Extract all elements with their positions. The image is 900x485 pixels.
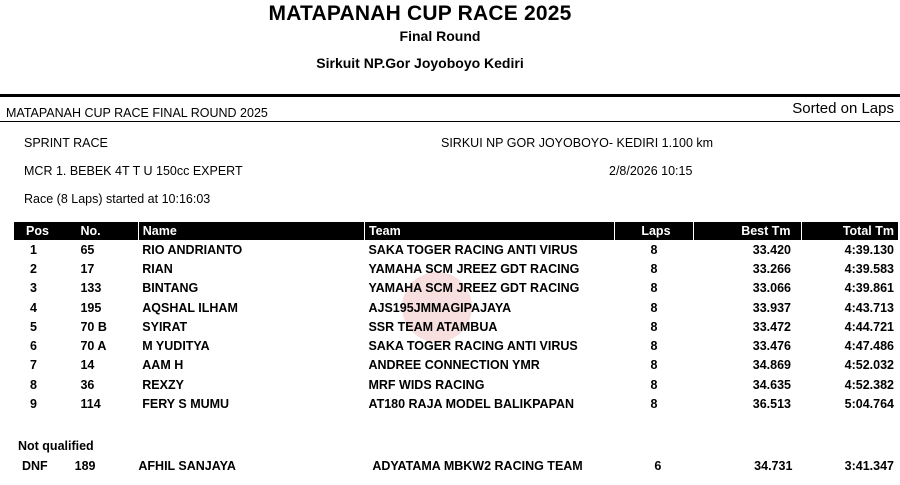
cell-laps: 8 xyxy=(650,397,658,412)
circuit-info: SIRKUI NP GOR JOYOBOYO- KEDIRI 1.100 km xyxy=(441,136,714,150)
results-table xyxy=(14,222,898,414)
cell-no: 36 xyxy=(80,377,95,392)
race-datetime: 2/8/2026 10:15 xyxy=(609,164,693,178)
cell-pos: 7 xyxy=(30,358,37,373)
cell-laps: 8 xyxy=(650,339,658,354)
cell-name: AAM H xyxy=(142,358,184,373)
cell-name: BINTANG xyxy=(142,281,199,296)
col-header-name: Name xyxy=(138,222,364,240)
cell-best: 33.266 xyxy=(752,261,792,276)
col-header-no: No. xyxy=(80,224,101,238)
cell-team: AT180 RAJA MODEL BALIKPAPAN xyxy=(368,397,575,412)
cell-laps: 6 xyxy=(654,458,662,473)
col-header-total: Total Tm xyxy=(801,222,898,240)
cell-laps: 8 xyxy=(650,281,658,296)
col-header-laps: Laps xyxy=(614,222,693,240)
event-title: MATAPANAH CUP RACE 2025 xyxy=(268,2,572,25)
cell-pos: 4 xyxy=(30,300,37,315)
cell-no: 195 xyxy=(80,300,102,315)
not-qualified-label: Not qualified xyxy=(18,439,94,453)
header-divider-thick xyxy=(0,94,900,97)
cell-team: ADYATAMA MBKW2 RACING TEAM xyxy=(372,458,583,473)
col-header-best: Best Tm xyxy=(694,222,801,240)
table-row xyxy=(14,259,898,278)
cell-no: 17 xyxy=(80,261,95,276)
cell-best: 33.937 xyxy=(752,300,792,315)
cell-pos: 3 xyxy=(30,281,37,296)
cell-no: 14 xyxy=(80,358,95,373)
cell-team: AJS195JMMAGIPAJAYA xyxy=(368,300,512,315)
cell-total: 4:47.486 xyxy=(844,339,894,354)
table-row xyxy=(14,356,898,375)
cell-name: AQSHAL ILHAM xyxy=(142,300,238,315)
cell-name: FERY S MUMU xyxy=(142,397,230,412)
race-type: SPRINT RACE xyxy=(24,136,108,150)
table-row xyxy=(14,456,898,475)
cell-team: YAMAHA SCM JREEZ GDT RACING xyxy=(368,261,580,276)
table-row xyxy=(14,279,898,298)
cell-name: REXZY xyxy=(142,377,184,392)
cell-total: 3:41.347 xyxy=(844,458,894,473)
document-title: MATAPANAH CUP RACE FINAL ROUND 2025 xyxy=(6,106,268,120)
cell-pos: 5 xyxy=(30,319,37,334)
sort-note: Sorted on Laps xyxy=(792,100,894,117)
header-divider-thin xyxy=(0,121,900,122)
cell-name: M YUDITYA xyxy=(142,339,210,354)
cell-laps: 8 xyxy=(650,377,658,392)
cell-no: 114 xyxy=(80,397,101,412)
cell-total: 4:43.713 xyxy=(844,300,894,315)
cell-total: 5:04.764 xyxy=(844,397,894,412)
cell-best: 34.869 xyxy=(752,358,792,373)
cell-team: SAKA TOGER RACING ANTI VIRUS xyxy=(368,339,578,354)
race-class: MCR 1. BEBEK 4T T U 150cc EXPERT xyxy=(24,164,243,178)
table-row xyxy=(14,240,898,259)
cell-pos: 8 xyxy=(30,377,37,392)
cell-total: 4:44.721 xyxy=(844,319,894,334)
cell-total: 4:39.583 xyxy=(844,261,894,276)
table-row xyxy=(14,375,898,394)
cell-name: RIAN xyxy=(142,261,173,276)
cell-best: 36.513 xyxy=(752,397,792,412)
cell-team: SSR TEAM ATAMBUA xyxy=(368,319,498,334)
cell-pos: 2 xyxy=(30,261,37,276)
race-start-info: Race (8 Laps) started at 10:16:03 xyxy=(24,192,211,206)
cell-best: 33.066 xyxy=(752,281,792,296)
cell-name: SYIRAT xyxy=(142,319,188,334)
cell-no: 189 xyxy=(74,458,96,473)
cell-laps: 8 xyxy=(650,319,658,334)
venue-title: Sirkuit NP.Gor Joyoboyo Kediri xyxy=(316,55,524,71)
table-row xyxy=(14,317,898,336)
cell-name: AFHIL SANJAYA xyxy=(138,458,236,473)
cell-team: YAMAHA SCM JREEZ GDT RACING xyxy=(368,281,580,296)
cell-best: 33.472 xyxy=(752,319,792,334)
col-header-team: Team xyxy=(364,222,614,240)
table-row xyxy=(14,394,898,413)
cell-team: ANDREE CONNECTION YMR xyxy=(368,358,540,373)
cell-pos: 9 xyxy=(30,397,37,412)
cell-best: 33.476 xyxy=(752,339,792,354)
cell-no: 65 xyxy=(80,242,95,257)
cell-total: 4:39.130 xyxy=(844,242,894,257)
cell-no: 70 B xyxy=(80,319,107,334)
cell-pos: 1 xyxy=(30,242,37,257)
cell-name: RIO ANDRIANTO xyxy=(142,242,243,257)
cell-laps: 8 xyxy=(650,242,658,257)
cell-laps: 8 xyxy=(650,300,658,315)
cell-laps: 8 xyxy=(650,358,658,373)
results-header-row xyxy=(14,222,898,240)
cell-total: 4:52.382 xyxy=(844,377,894,392)
not-qualified-table xyxy=(14,456,898,475)
cell-best: 34.731 xyxy=(754,458,793,473)
cell-total: 4:52.032 xyxy=(844,358,894,373)
cell-laps: 8 xyxy=(650,261,658,276)
event-subtitle: Final Round xyxy=(399,28,481,44)
cell-best: 33.420 xyxy=(752,242,792,257)
cell-team: SAKA TOGER RACING ANTI VIRUS xyxy=(368,242,578,257)
cell-pos: DNF xyxy=(22,458,48,473)
table-row xyxy=(14,336,898,355)
cell-total: 4:39.861 xyxy=(844,281,894,296)
col-header-pos: Pos xyxy=(26,224,49,238)
cell-no: 133 xyxy=(80,281,102,296)
cell-pos: 6 xyxy=(30,339,37,354)
cell-team: MRF WIDS RACING xyxy=(368,377,485,392)
cell-best: 34.635 xyxy=(752,377,792,392)
table-row xyxy=(14,298,898,317)
cell-no: 70 A xyxy=(80,339,107,354)
